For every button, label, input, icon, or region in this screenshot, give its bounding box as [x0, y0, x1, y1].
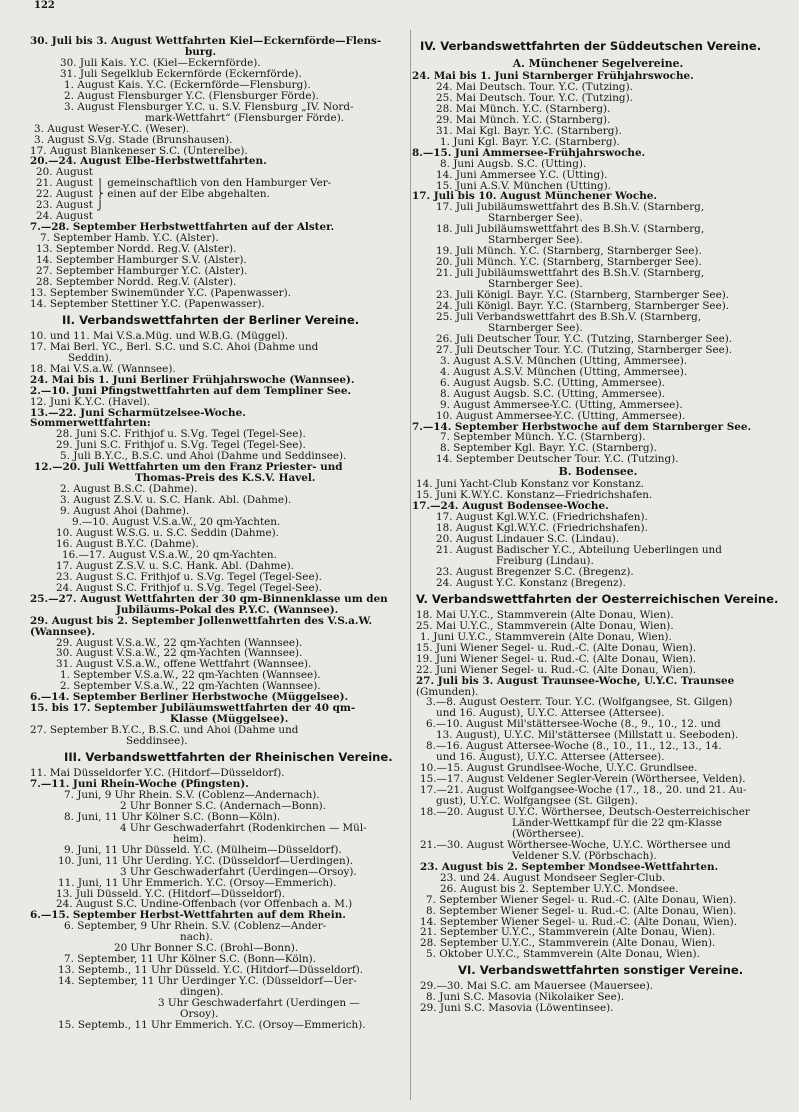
- subsection-heading: A. Münchener Segelvereine.: [512, 57, 684, 70]
- event-entry: und 16. August), U.Y.C. Attersee (Attersee).: [436, 708, 665, 720]
- page-number: 122: [34, 0, 55, 11]
- event-heading: 24. Mai bis 1. Juni Starnberger Frühjahrswoche.: [412, 71, 694, 82]
- event-heading: Thomas-Preis des K.S.V. Havel.: [135, 473, 316, 485]
- event-entry: Seddin).: [68, 352, 112, 364]
- event-entry: Länder-Wettkampf für die 22 qm-Klasse: [512, 817, 722, 829]
- event-heading: 17. Juli bis 10. August Münchener Woche.: [412, 191, 657, 203]
- event-entry: 21. September U.Y.C., Stammverein (Alte Donau, Wien).: [420, 927, 716, 939]
- event-entry: 7. September, 11 Uhr Kölner S.C. (Bonn—Köln).: [64, 954, 317, 966]
- event-heading: Jubiläums-Pokal des P.Y.C. (Wannsee).: [116, 604, 339, 616]
- event-entry: 21. August ⎫ gemeinschaftlich von den Hamburger Ver-: [36, 178, 332, 190]
- event-heading: 15. bis 17. September Jubiläumswettfahrten der 40 qm-: [30, 703, 356, 715]
- event-entry: 8. Juni, 11 Uhr Kölner S.C. (Bonn—Köln).: [64, 811, 281, 823]
- event-entry: 26. Juli Deutscher Tour. Y.C. (Tutzing, Starnberger See).: [436, 333, 733, 345]
- event-heading: 12.—20. Juli Wettfahrten um den Franz Priester- und: [34, 462, 343, 474]
- event-entry: 23. und 24. August Mondseer Segler-Club.: [440, 872, 666, 884]
- event-entry: 23. August S.C. Frithjof u. S.Vg. Tegel (Tegel-See).: [56, 571, 322, 583]
- event-entry: 24. August Y.C. Konstanz (Bregenz).: [436, 577, 626, 589]
- event-entry: 21. Juli Jubiläumswettfahrt des B.Sh.V. (Starnberg,: [436, 268, 705, 280]
- event-entry: 2. September V.S.a.W., 22 qm-Yachten (Wannsee).: [60, 681, 321, 693]
- event-entry: 15.—17. August Veldener Segler-Verein (Wörthersee, Velden).: [420, 774, 746, 786]
- event-entry: 14. Juni Yacht-Club Konstanz vor Konstanz.: [416, 479, 644, 491]
- event-entry: 14. September Deutscher Tour. Y.C. (Tutzing).: [436, 454, 679, 466]
- event-entry: 21.—30. August Wörthersee-Woche, U.Y.C. Wörthersee und: [420, 839, 731, 851]
- event-entry: 22. Juni Wiener Segel- u. Rud.-C. (Alte Donau, Wien).: [416, 664, 697, 676]
- event-entry: 11. Mai Düsseldorfer Y.C. (Hitdorf—Düsseldorf).: [30, 768, 285, 779]
- event-entry: 9. Juni, 11 Uhr Düsseld. Y.C. (Mülheim—Düsseldorf).: [64, 844, 342, 856]
- event-entry: 7. September Wiener Segel- u. Rud.-C. (Alte Donau, Wien).: [426, 894, 737, 906]
- event-entry: (Wörthersee).: [512, 828, 585, 840]
- event-entry: 7. Juni, 9 Uhr Rhein. S.V. (Coblenz—Andernach).: [64, 789, 320, 801]
- event-entry: (Gmunden).: [416, 686, 479, 698]
- event-entry: 27. September Hamburger Y.C. (Alster).: [36, 266, 248, 277]
- event-entry: 3. August S.Vg. Stade (Brunshausen).: [34, 134, 233, 146]
- column-divider: [410, 30, 411, 1100]
- event-heading: 7.—11. Juni Rhein-Woche (Pfingsten).: [30, 779, 249, 790]
- event-entry: 2 Uhr Bonner S.C. (Andernach—Bonn).: [120, 800, 327, 812]
- event-entry: 27. Juli Deutscher Tour. Y.C. (Tutzing, Starnberger See).: [436, 344, 733, 356]
- event-entry: 13. Juli Düsseld. Y.C. (Hitdorf—Düsseldorf).: [56, 888, 286, 900]
- event-entry: 3. August Flensburger Y.C. u. S.V. Flensburg „IV. Nord-: [64, 101, 354, 113]
- event-heading: 20.—24. August Elbe-Herbstwettfahrten.: [30, 156, 267, 168]
- event-entry: 13. September Swinemünder Y.C. (Papenwasser).: [30, 287, 291, 299]
- event-entry: Orsoy).: [180, 1009, 219, 1020]
- event-entry: 26. August bis 2. September U.Y.C. Mondsee.: [440, 883, 679, 895]
- event-entry: 13. September Nordd. Reg.V. (Alster).: [36, 244, 237, 256]
- event-entry: 28. September U.Y.C., Stammverein (Alte Donau, Wien).: [420, 938, 716, 950]
- event-entry: 23. August ⎭: [36, 200, 104, 212]
- event-heading: 24. Mai bis 1. Juni Berliner Frühjahrswoche (Wannsee).: [30, 374, 355, 386]
- event-entry: 23. August Bregenzer S.C. (Bregenz).: [436, 566, 634, 578]
- event-entry: 10. August W.S.G. u. S.C. Seddin (Dahme).: [56, 527, 279, 539]
- event-entry: 3. August Z.S.V. u. S.C. Hank. Abl. (Dahme).: [60, 495, 292, 507]
- subsection-heading: B. Bodensee.: [558, 465, 638, 479]
- event-entry: 7. September Hamb. Y.C. (Alster).: [40, 233, 219, 245]
- event-entry: 13. Septemb., 11 Uhr Düsseld. Y.C. (Hitdorf—Düsseldorf).: [58, 965, 364, 977]
- event-entry: 18.—20. August U.Y.C. Wörthersee, Deutsch-Oesterreichischer: [420, 807, 750, 818]
- event-entry: 10.—15. August Grundlsee-Woche, U.Y.C. Grundlsee.: [420, 763, 698, 775]
- event-heading: 17.—24. August Bodensee-Woche.: [412, 501, 609, 513]
- event-entry: 1. Juni Kgl. Bayr. Y.C. (Starnberg).: [440, 136, 620, 148]
- event-entry: 8.—16. August Attersee-Woche (8., 10., 11., 12., 13., 14.: [426, 741, 722, 753]
- event-heading: Klasse (Müggelsee).: [170, 714, 289, 726]
- event-entry: 15. Juni A.S.V. München (Utting).: [436, 180, 612, 192]
- event-heading: 25.—27. August Wettfahrten der 30 qm-Binnenklasse um den: [30, 593, 388, 605]
- event-entry: 3 Uhr Geschwaderfahrt (Uerdingen —: [158, 998, 360, 1010]
- event-entry: 12. Juni K.Y.C. (Havel).: [30, 396, 151, 408]
- event-entry: 10. August Ammersee-Y.C. (Utting, Ammersee).: [436, 410, 686, 422]
- event-entry: Starnberger See).: [488, 322, 583, 334]
- event-entry: 28. September Nordd. Reg.V. (Alster).: [36, 276, 237, 288]
- event-entry: nach).: [180, 932, 213, 944]
- event-entry: heim).: [173, 833, 207, 845]
- event-entry: 17. August Z.S.V. u. S.C. Hank. Abl. (Dahme).: [56, 560, 294, 572]
- event-entry: 31. August V.S.a.W., offene Wettfahrt (Wannsee).: [56, 659, 312, 671]
- event-entry: 9. August Ammersee-Y.C. (Utting, Ammersee).: [440, 399, 683, 411]
- event-entry: 14. Juni Ammersee Y.C. (Utting).: [436, 169, 608, 181]
- event-entry: 2. August B.S.C. (Dahme).: [60, 484, 198, 496]
- event-entry: 19. Juni Wiener Segel- u. Rud.-C. (Alte Donau, Wien).: [416, 653, 697, 665]
- event-heading: burg.: [185, 46, 217, 58]
- event-heading: 13.—22. Juni Scharmützelsee-Woche.: [30, 407, 246, 419]
- event-entry: 20. August Lindauer S.C. (Lindau).: [436, 534, 620, 546]
- event-entry: 14. September Stettiner Y.C. (Papenwasser).: [30, 298, 265, 310]
- event-entry: 6. September, 9 Uhr Rhein. S.V. (Coblenz—Ander-: [64, 921, 327, 933]
- event-entry: 25. Juli Verbandswettfahrt des B.Sh.V. (Starnberg,: [436, 311, 702, 323]
- event-heading: 7.—28. September Herbstwettfahrten auf der Alster.: [30, 222, 335, 234]
- event-heading: 2.—10. Juni Pfingstwettfahrten auf dem Templiner See.: [30, 385, 352, 397]
- event-entry: mark-Wettfahrt“ (Flensburger Förde).: [145, 112, 345, 124]
- event-entry: 19. Juli Münch. Y.C. (Starnberg, Starnberger See).: [436, 246, 702, 258]
- event-entry: 22. August ⎬ einen auf der Elbe abgehalten.: [36, 189, 270, 201]
- event-entry: 20. Juli Münch. Y.C. (Starnberg, Starnberger See).: [436, 257, 702, 269]
- event-heading: 6.—15. September Herbst-Wettfahrten auf dem Rhein.: [30, 910, 346, 922]
- event-heading: 27. Juli bis 3. August Traunsee-Woche, U.Y.C. Traunsee: [416, 675, 735, 687]
- event-entry: 14. September Wiener Segel- u. Rud.-C. (Alte Donau, Wien).: [420, 916, 738, 928]
- event-entry: 10. und 11. Mai V.S.a.Müg. und W.B.G. (Müggel).: [30, 330, 289, 342]
- event-entry: 23. Juli Königl. Bayr. Y.C. (Starnberg, Starnberger See).: [436, 290, 730, 302]
- event-entry: 18. Mai U.Y.C., Stammverein (Alte Donau, Wien).: [416, 609, 674, 621]
- event-entry: 15. Juni K.W.Y.C. Konstanz—Friedrichshafen.: [416, 490, 653, 502]
- section-heading: II. Verbandswettfahrten der Berliner Vereine.: [62, 312, 360, 327]
- event-entry: 25. Mai Deutsch. Tour. Y.C. (Tutzing).: [436, 92, 633, 104]
- event-entry: 17. Mai Berl. YC., Berl. S.C. und S.C. Ahoi (Dahme und: [30, 341, 319, 353]
- event-entry: 3.—8. August Oesterr. Tour. Y.C. (Wolfgangsee, St. Gilgen): [426, 697, 733, 709]
- event-entry: 24. August: [36, 211, 93, 223]
- event-entry: 3 Uhr Geschwaderfahrt (Uerdingen—Orsoy).: [120, 866, 357, 878]
- event-entry: 29. Juni S.C. Frithjof u. S.Vg. Tegel (Tegel-See).: [56, 440, 306, 452]
- event-entry: 3. August Weser-Y.C. (Weser).: [34, 123, 190, 135]
- event-entry: Starnberger See).: [488, 279, 583, 291]
- event-entry: 8. Juni Augsb. S.C. (Utting).: [440, 158, 587, 170]
- event-entry: 31. Juli Segelklub Eckernförde (Eckernförde).: [60, 68, 302, 80]
- event-entry: 16. August B.Y.C. (Dahme).: [56, 538, 199, 550]
- event-entry: 31. Mai Kgl. Bayr. Y.C. (Starnberg).: [436, 125, 622, 137]
- event-entry: 17.—21. August Wolfgangsee-Woche (17., 18., 20. und 21. Au-: [420, 785, 747, 797]
- event-entry: 20. August: [36, 167, 93, 179]
- event-entry: 15. Septemb., 11 Uhr Emmerich. Y.C. (Orsoy—Emmerich).: [58, 1019, 366, 1031]
- section-heading: III. Verbandswettfahrten der Rheinischen Vereine.: [64, 750, 393, 765]
- event-entry: 29. Mai Münch. Y.C. (Starnberg).: [436, 114, 611, 126]
- event-entry: 8. August Augsb. S.C. (Utting, Ammersee).: [440, 388, 665, 400]
- event-entry: 15. Juni Wiener Segel- u. Rud.-C. (Alte Donau, Wien).: [416, 642, 697, 654]
- event-entry: 8. September Wiener Segel- u. Rud.-C. (Alte Donau, Wien).: [426, 905, 737, 917]
- event-entry: 20 Uhr Bonner S.C. (Brohl—Bonn).: [114, 943, 299, 955]
- event-entry: 24. Mai Deutsch. Tour. Y.C. (Tutzing).: [436, 81, 633, 93]
- event-entry: 24. August S.C. Undine-Offenbach (vor Offenbach a. M.): [56, 899, 353, 911]
- event-entry: 9. August Ahoi (Dahme).: [60, 506, 190, 518]
- section-heading: VI. Verbandswettfahrten sonstiger Vereine.: [458, 963, 744, 978]
- event-heading: 6.—14. September Berliner Herbstwoche (Müggelsee).: [30, 692, 349, 704]
- event-entry: 24. Juli Königl. Bayr. Y.C. (Starnberg, Starnberger See).: [436, 301, 730, 312]
- event-entry: 3. August A.S.V. München (Utting, Ammersee).: [440, 355, 688, 367]
- event-entry: 8. September Kgl. Bayr. Y.C. (Starnberg).: [440, 443, 657, 455]
- event-entry: 18. Mai V.S.a.W. (Wannsee).: [30, 363, 176, 375]
- event-entry: 30. August V.S.a.W., 22 qm-Yachten (Wannsee).: [56, 648, 303, 660]
- event-entry: 7. September Münch. Y.C. (Starnberg).: [440, 432, 646, 444]
- event-entry: Freiburg (Lindau).: [496, 555, 594, 567]
- event-entry: 18. August Kgl.W.Y.C. (Friedrichshafen).: [436, 523, 648, 535]
- event-entry: 4. August A.S.V. München (Utting, Ammersee).: [440, 366, 688, 378]
- event-entry: 29. Juni S.C. Masovia (Löwentinsee).: [420, 1003, 614, 1015]
- event-entry: 6. August Augsb. S.C. (Utting, Ammersee).: [440, 377, 665, 389]
- event-entry: Starnberger See).: [488, 213, 583, 225]
- event-entry: 8. Juni S.C. Masovia (Nikolaiker See).: [426, 992, 625, 1004]
- event-heading: Sommerwettfahrten:: [30, 418, 151, 430]
- event-entry: 9.—10. August V.S.a.W., 20 qm-Yachten.: [72, 517, 281, 528]
- event-heading: 7.—14. September Herbstwoche auf dem Starnberger See.: [412, 421, 752, 433]
- event-entry: 16.—17. August V.S.a.W., 20 qm-Yachten.: [62, 549, 277, 561]
- event-heading: 29. August bis 2. September Jollenwettfahrten des V.S.a.W.: [30, 615, 373, 627]
- event-entry: 17. August Kgl.W.Y.C. (Friedrichshafen).: [436, 512, 648, 524]
- event-heading: (Wannsee).: [30, 626, 96, 638]
- event-entry: 24. August S.C. Frithjof u. S.Vg. Tegel (Tegel-See).: [56, 582, 322, 594]
- event-entry: 5. Oktober U.Y.C., Stammverein (Alte Donau, Wien).: [426, 949, 700, 961]
- event-entry: 17. Juli Jubiläumswettfahrt des B.Sh.V. (Starnberg,: [436, 202, 705, 214]
- event-entry: 6.—10. August Mil'stättersee-Woche (8., 9., 10., 12. und: [426, 719, 721, 731]
- event-entry: 1. August Kais. Y.C. (Eckernförde—Flensburg).: [64, 79, 311, 91]
- event-entry: 29. August V.S.a.W., 22 qm-Yachten (Wannsee).: [56, 637, 303, 649]
- event-entry: 28. Juni S.C. Frithjof u. S.Vg. Tegel (Tegel-See).: [56, 429, 306, 441]
- event-entry: 25. Mai U.Y.C., Stammverein (Alte Donau, Wien).: [416, 620, 674, 632]
- event-entry: und 16. August), U.Y.C. Attersee (Attersee).: [436, 752, 665, 764]
- event-entry: 28. Mai Münch. Y.C. (Starnberg).: [436, 103, 611, 115]
- event-entry: 30. Juli Kais. Y.C. (Kiel—Eckernförde).: [60, 57, 261, 69]
- event-entry: 18. Juli Jubiläumswettfahrt des B.Sh.V. (Starnberg,: [436, 224, 705, 236]
- section-heading: IV. Verbandswettfahrten der Süddeutschen Vereine.: [420, 39, 762, 53]
- event-entry: 4 Uhr Geschwaderfahrt (Rodenkirchen — Mül-: [120, 822, 367, 834]
- event-entry: 10. Juni, 11 Uhr Uerding. Y.C. (Düsseldorf—Uerdingen).: [58, 855, 354, 867]
- left-column: [30, 36, 408, 1031]
- event-entry: Seddinsee).: [126, 736, 188, 748]
- event-entry: 14. September Hamburger S.V. (Alster).: [36, 255, 247, 267]
- event-entry: 5. Juli B.Y.C., B.S.C. und Ahoi (Dahme und Seddinsee).: [60, 451, 347, 463]
- event-heading: 30. Juli bis 3. August Wettfahrten Kiel—Eckernförde—Flens-: [30, 36, 382, 47]
- event-entry: 14. September, 11 Uhr Uerdinger Y.C. (Düsseldorf—Uer-: [58, 976, 357, 988]
- right-column: [412, 36, 784, 1014]
- event-entry: 29.—30. Mai S.C. am Mauersee (Mauersee).: [420, 981, 654, 993]
- section-heading: V. Verbandswettfahrten der Oesterreichischen Vereine.: [416, 591, 779, 606]
- event-entry: 1. Juni U.Y.C., Stammverein (Alte Donau, Wien).: [420, 631, 672, 643]
- event-entry: 2. August Flensburger Y.C. (Flensburger Förde).: [64, 90, 319, 102]
- event-entry: 1. September V.S.a.W., 22 qm-Yachten (Wannsee).: [60, 670, 321, 682]
- event-entry: 17. August Blankeneser S.C. (Unterelbe).: [30, 145, 248, 157]
- event-heading: 8.—15. Juni Ammersee-Frühjahrswoche.: [412, 147, 646, 159]
- event-entry: dingen).: [180, 987, 224, 999]
- event-entry: gust), U.Y.C. Wolfgangsee (St. Gilgen).: [436, 796, 638, 807]
- event-entry: Veldener S.V. (Pörbschach).: [512, 850, 657, 862]
- event-entry: 13. August), U.Y.C. Mil'stättersee (Millstatt u. Seeboden).: [436, 730, 739, 742]
- event-entry: 27. September B.Y.C., B.S.C. und Ahoi (Dahme und: [30, 725, 299, 737]
- event-entry: 21. August Badischer Y.C., Abteilung Ueberlingen und: [436, 545, 722, 556]
- event-entry: 11. Juni, 11 Uhr Emmerich. Y.C. (Orsoy—Emmerich).: [58, 877, 337, 889]
- event-heading: 23. August bis 2. September Mondsee-Wettfahrten.: [420, 861, 719, 873]
- event-entry: Starnberger See).: [488, 235, 583, 247]
